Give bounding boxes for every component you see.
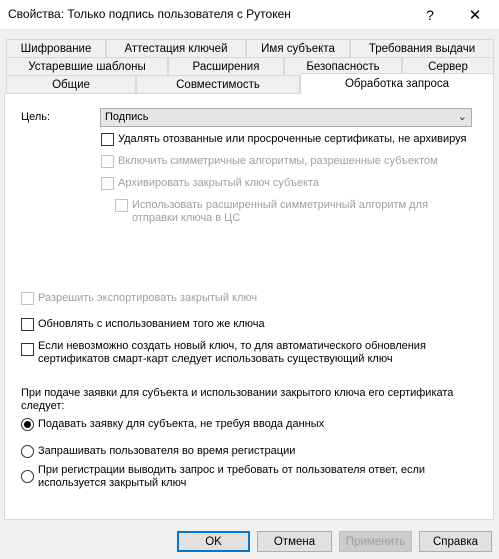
purpose-value: Подпись	[105, 111, 149, 123]
tab-encryption[interactable]: Шифрование	[6, 39, 106, 58]
cancel-button[interactable]: Отмена	[257, 531, 332, 552]
radio-require-input[interactable]	[21, 470, 34, 483]
help-button[interactable]: Справка	[419, 531, 492, 552]
radio-prompt-user[interactable]	[21, 445, 34, 458]
tab-compatibility[interactable]: Совместимость	[136, 75, 300, 94]
apply-button[interactable]: Применить	[339, 531, 412, 552]
tab-server[interactable]: Сервер	[402, 57, 494, 76]
ok-button[interactable]: OK	[177, 531, 250, 552]
enroll-heading-1: При подаче заявки для субъекта и использовании закрытого ключа его сертификата	[21, 387, 454, 399]
radio-no-input[interactable]	[21, 418, 34, 431]
advanced-symmetric-checkbox[interactable]	[115, 199, 128, 212]
radio-require-input-label-1: При регистрации выводить запрос и требовать от пользователя ответ, если	[38, 464, 426, 476]
tab-superseded-templates[interactable]: Устаревшие шаблоны	[6, 57, 168, 76]
chevron-down-icon: ⌄	[457, 111, 467, 123]
smartcard-label-1: Если невозможно создать новый ключ, то для автоматического обновления	[38, 340, 426, 352]
tab-security[interactable]: Безопасность	[284, 57, 402, 76]
enroll-heading-2: следует:	[21, 400, 65, 412]
tab-general[interactable]: Общие	[6, 75, 136, 94]
tab-key-attestation[interactable]: Аттестация ключей	[106, 39, 246, 58]
include-symmetric-label: Включить симметричные алгоритмы, разрешенные субъектом	[118, 155, 438, 167]
smartcard-existing-key-checkbox[interactable]	[21, 343, 34, 356]
archive-key-checkbox[interactable]	[101, 177, 114, 190]
allow-export-checkbox[interactable]	[21, 292, 34, 305]
archive-key-label: Архивировать закрытый ключ субъекта	[118, 177, 319, 189]
radio-prompt-user-label: Запрашивать пользователя во время регистрации	[38, 445, 296, 457]
purpose-label: Цель:	[21, 111, 51, 123]
radio-require-input-label-2: используется закрытый ключ	[38, 477, 187, 489]
tab-issuance-requirements[interactable]: Требования выдачи	[350, 39, 494, 58]
tab-subject-name[interactable]: Имя субъекта	[246, 39, 350, 58]
allow-export-label: Разрешить экспортировать закрытый ключ	[38, 292, 258, 304]
delete-revoked-label: Удалять отозванные или просроченные сертификаты, не архивируя	[118, 133, 467, 145]
smartcard-label-2: сертификатов смарт-карт следует использовать существующий ключ	[38, 353, 393, 365]
renew-same-key-checkbox[interactable]	[21, 318, 34, 331]
tab-request-handling[interactable]: Обработка запроса	[300, 73, 494, 94]
advanced-symmetric-label-2: отправки ключа в ЦС	[132, 212, 241, 224]
include-symmetric-checkbox[interactable]	[101, 155, 114, 168]
purpose-select[interactable]	[100, 108, 472, 127]
delete-revoked-checkbox[interactable]	[101, 133, 114, 146]
title-bar	[0, 0, 499, 30]
radio-no-input-label: Подавать заявку для субъекта, не требуя ввода данных	[38, 418, 325, 430]
advanced-symmetric-label-1: Использовать расширенный симметричный алгоритм для	[132, 199, 428, 211]
tab-extensions[interactable]: Расширения	[168, 57, 284, 76]
window-title: Свойства: Только подпись пользователя с Рутокен	[8, 7, 291, 21]
renew-same-key-label: Обновлять с использованием того же ключа	[38, 318, 265, 330]
close-icon[interactable]: ✕	[468, 7, 482, 24]
help-icon[interactable]: ?	[426, 7, 434, 23]
